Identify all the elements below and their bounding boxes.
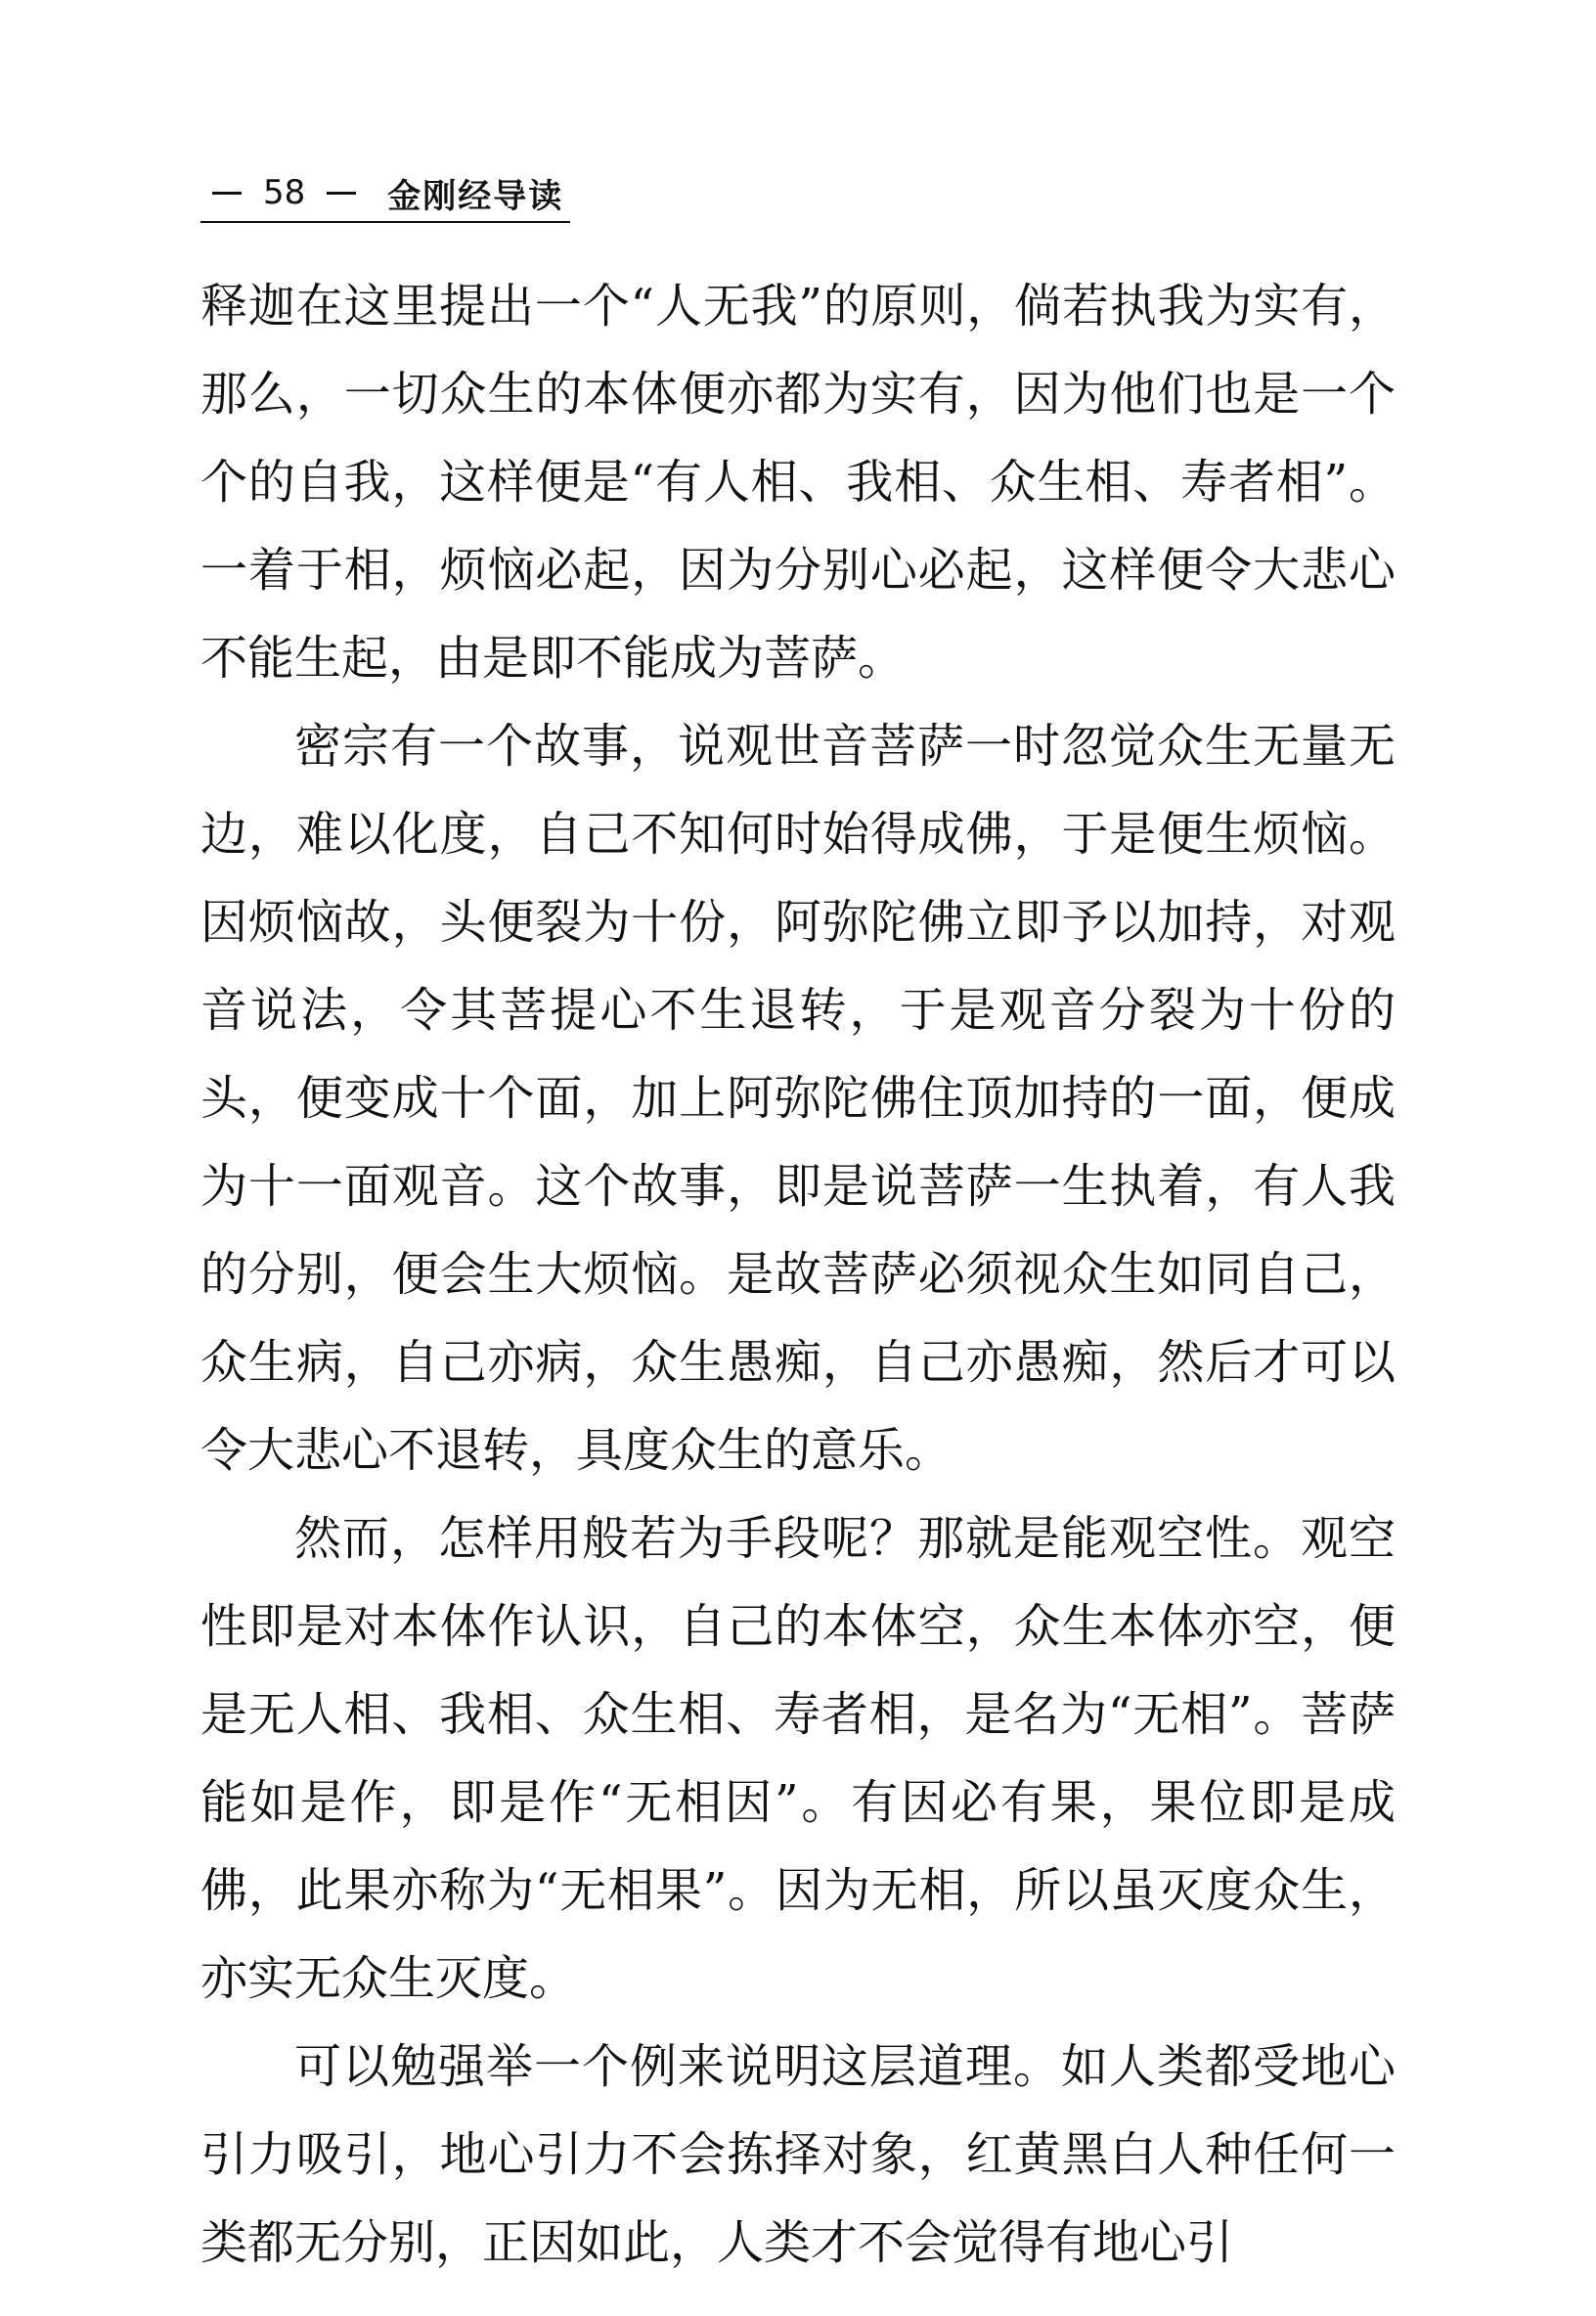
paragraph-2: 密宗有一个故事，说观世音菩萨一时忽觉众生无量无边，难以化度，自己不知何时始得成佛，于是便生烦恼。因烦恼故，头便裂为十份，阿弥陀佛立即予以加持，对观音说法，令其菩提心不生退转，于是观音分裂为十份的头，便变成十个面，加上阿弥陀佛住顶加持的一面，便成为十一面观音。这个故事，即是说菩萨一生执着，有人我的分别，便会生大烦恼。是故菩萨必须视众生如同自己，众生病，自己亦病，众生愚痴，自己亦愚痴，然后才可以令大悲心不退转，具度众生的意乐。 <box>200 719 1396 1478</box>
book-title: 金刚经导读 <box>387 176 564 216</box>
header-underline <box>200 221 570 223</box>
header-dash-right <box>327 192 356 195</box>
running-header <box>200 168 563 217</box>
paragraph-1: 释迦在这里提出一个“人无我”的原则，倘若执我为实有，那么，一切众生的本体便亦都为实有，因为他们也是一个个的自我，这样便是“有人相、我相、众生相、寿者相”。一着于相，烦恼必起，因为分别心必起，这样便令大悲心不能生起，由是即不能成为菩萨。 <box>200 279 1396 686</box>
paragraph-3: 然而，怎样用般若为手段呢？那就是能观空性。观空性即是对本体作认识，自己的本体空，众生本体亦空，便是无人相、我相、众生相、寿者相，是名为“无相”。菩萨能如是作，即是作“无相因”。有因必有果，果位即是成佛，此果亦称为“无相果”。因为无相，所以虽灭度众生，亦实无众生灭度。 <box>200 1511 1396 2006</box>
body-text <box>200 262 1396 2287</box>
paragraph-4: 可以勉强举一个例来说明这层道理。如人类都受地心引力吸引，地心引力不会拣择对象，红黄黑白人种任何一类都无分别，正因如此，人类才不会觉得有地心引 <box>200 2039 1396 2270</box>
header-dash-left <box>212 192 242 195</box>
page-number: 58 <box>263 173 306 212</box>
